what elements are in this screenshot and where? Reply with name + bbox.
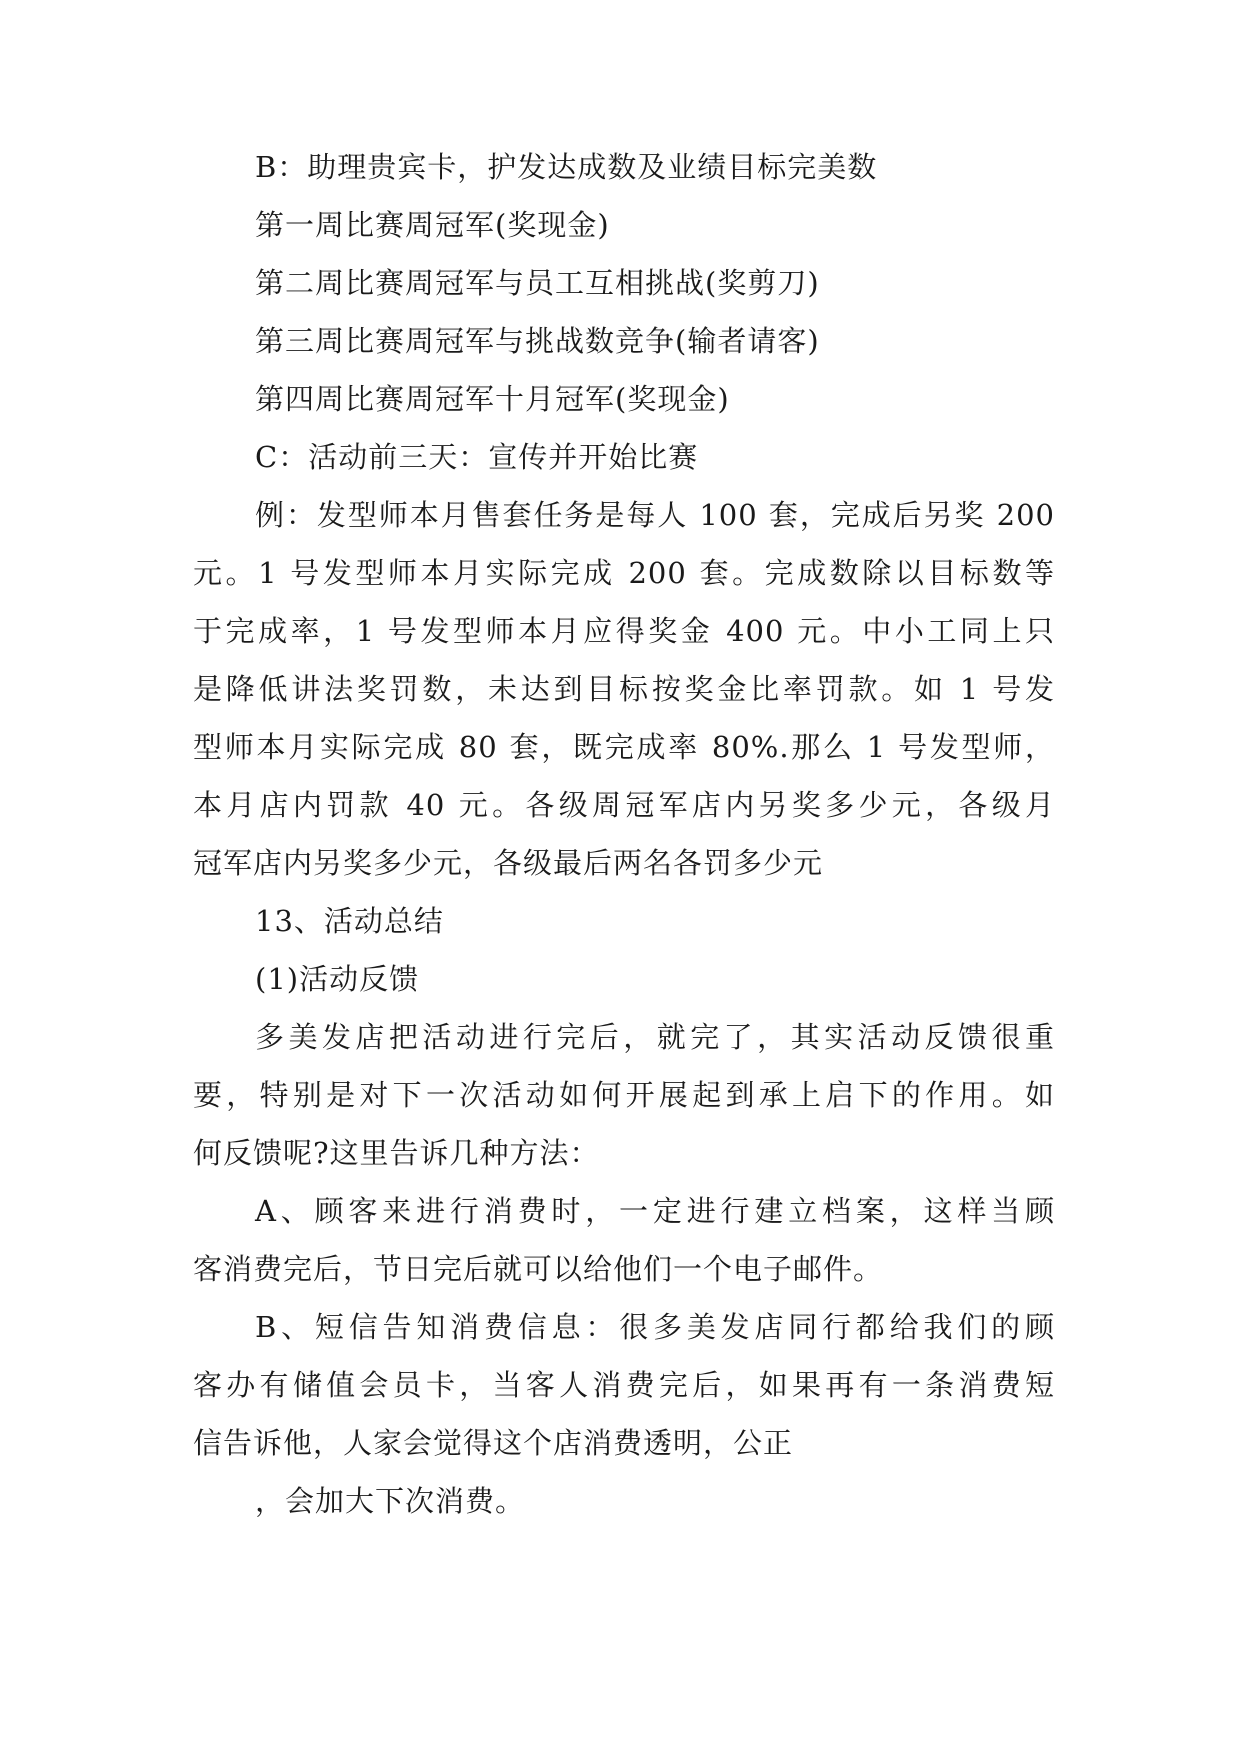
text-line: C：活动前三天：宣传并开始比赛 bbox=[255, 440, 699, 474]
text-line: 第四周比赛周冠军十月冠军(奖现金) bbox=[255, 382, 730, 416]
text-line: 第二周比赛周冠军与员工互相挑战(奖剪刀) bbox=[255, 266, 820, 300]
text-line: 第一周比赛周冠军(奖现金) bbox=[255, 208, 610, 242]
text-line: 于完成率，1 号发型师本月应得奖金 400 元。中小工同上只 bbox=[193, 614, 1055, 648]
text-line: B：助理贵宾卡，护发达成数及业绩目标完美数 bbox=[255, 150, 878, 184]
text-line: B、短信告知消费信息：很多美发店同行都给我们的顾 bbox=[255, 1310, 1055, 1344]
text-line: 第三周比赛周冠军与挑战数竞争(输者请客) bbox=[255, 324, 820, 358]
text-body bbox=[193, 138, 1055, 1530]
text-line: 多美发店把活动进行完后，就完了，其实活动反馈很重 bbox=[255, 1020, 1055, 1054]
text-line: 要，特别是对下一次活动如何开展起到承上启下的作用。如 bbox=[193, 1078, 1055, 1112]
text-line: 例：发型师本月售套任务是每人 100 套，完成后另奖 200 bbox=[255, 498, 1055, 532]
subsection-heading: (1)活动反馈 bbox=[255, 962, 420, 996]
text-line: 何反馈呢?这里告诉几种方法： bbox=[193, 1136, 600, 1170]
text-line: 元。1 号发型师本月实际完成 200 套。完成数除以目标数等 bbox=[193, 556, 1055, 590]
text-line: 是降低讲法奖罚数，未达到目标按奖金比率罚款。如 1 号发 bbox=[193, 672, 1055, 706]
text-line: A、顾客来进行消费时，一定进行建立档案，这样当顾 bbox=[255, 1194, 1055, 1228]
text-line: 型师本月实际完成 80 套，既完成率 80%.那么 1 号发型师， bbox=[193, 730, 1055, 764]
text-line: 客办有储值会员卡，当客人消费完后，如果再有一条消费短 bbox=[193, 1368, 1055, 1402]
section-heading: 13、活动总结 bbox=[255, 904, 444, 938]
text-line: 信告诉他，人家会觉得这个店消费透明，公正 bbox=[193, 1426, 794, 1460]
text-line: 本月店内罚款 40 元。各级周冠军店内另奖多少元，各级月 bbox=[193, 788, 1055, 822]
text-line: ，会加大下次消费。 bbox=[255, 1484, 526, 1518]
text-line: 客消费完后，节日完后就可以给他们一个电子邮件。 bbox=[193, 1252, 884, 1286]
text-line: 冠军店内另奖多少元，各级最后两名各罚多少元 bbox=[193, 846, 824, 880]
